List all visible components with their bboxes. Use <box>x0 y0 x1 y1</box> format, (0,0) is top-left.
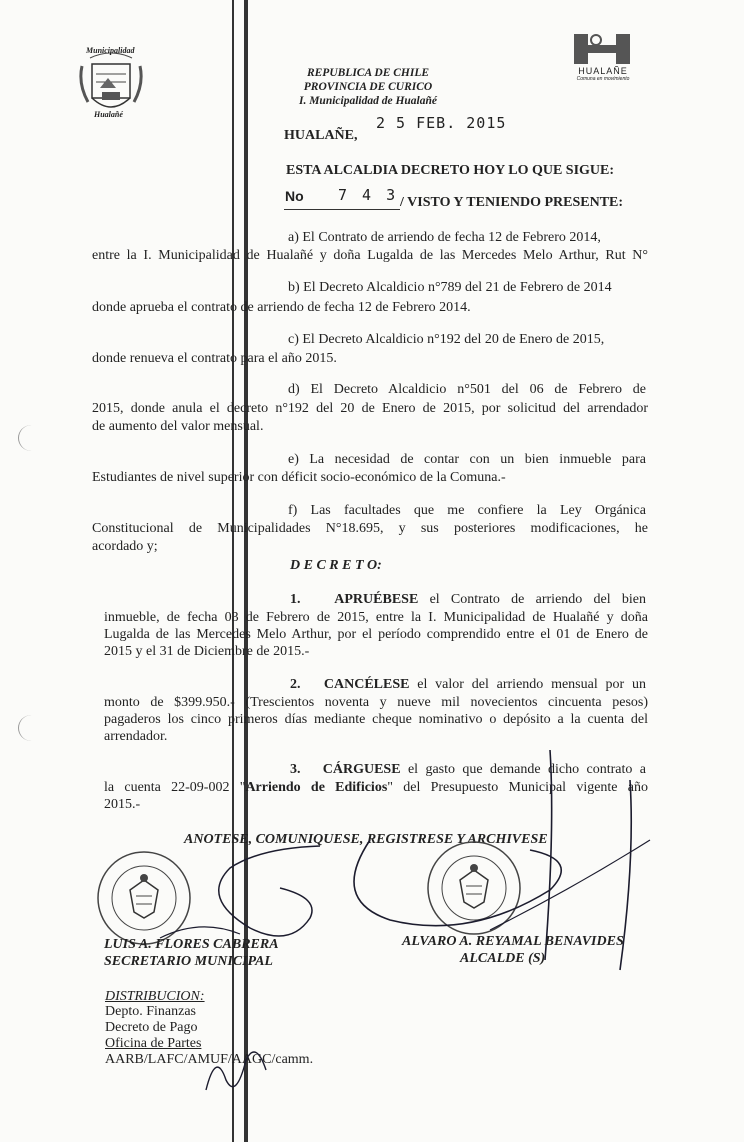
decreto-title: D E C R E T O: <box>290 558 382 573</box>
distribution-title: DISTRIBUCION: <box>105 989 205 1004</box>
article-2-line4: arrendador. <box>104 729 168 744</box>
article-3-budget: " del Presupuesto Municipal vigente año <box>387 780 648 795</box>
article-3-text: el gasto que demande dicho contrato a <box>407 762 647 777</box>
article-2-line1 <box>290 677 646 693</box>
distribution-item-3: Oficina de Partes <box>105 1036 202 1051</box>
header-municipality: I. Municipalidad de Hualañé <box>298 95 438 107</box>
article-2-number: 2. <box>290 677 301 692</box>
consideration-f-line1: f) Las facultades que me confiere la Ley Orgánica <box>288 503 646 518</box>
article-3-line3: 2015.- <box>104 797 141 812</box>
header-republic: REPUBLICA DE CHILE <box>306 67 430 79</box>
decree-number: 7 4 3 <box>338 186 399 204</box>
article-1-line1 <box>290 592 646 608</box>
article-2-verb: CANCÉLESE <box>323 677 410 692</box>
article-1-line4: 2015 y el 31 de Diciembre de 2015.- <box>104 644 310 659</box>
consideration-f-line2: Constitucional de Municipalidades N°18.695, y sus posteriores modificaciones, he <box>92 521 648 536</box>
distribution-item-2: Decreto de Pago <box>105 1020 198 1035</box>
distribution-initials: AARB/LAFC/AMUF/AAGC/camm. <box>105 1052 314 1067</box>
binding-bar-left <box>232 0 234 1142</box>
article-2-line3: pagaderos los cinco primeros días mediante cheque nominativo o depósito a la cuenta del <box>104 712 648 727</box>
article-3-account-name: Arriendo de Edificios <box>245 780 388 795</box>
logo-name: HUALAÑE <box>578 66 628 76</box>
handwritten-mark <box>196 1040 276 1100</box>
article-2-line2: monto de $399.950.- (Trescientos noventa y nueve mil novecientos cincuenta pesos) <box>104 695 648 710</box>
distribution-item-1: Depto. Finanzas <box>105 1004 196 1019</box>
closing-formula: ANOTESE, COMUNIQUESE, REGISTRESE Y ARCHIVESE <box>184 832 548 847</box>
consideration-b-line2: donde aprueba el contrato de arriendo de fecha 12 de Febrero 2014. <box>92 300 471 315</box>
punch-hole-top <box>18 425 45 451</box>
consideration-f-line3: acordado y; <box>92 539 158 554</box>
consideration-a-line2: entre la I. Municipalidad de Hualañé y doña Lugalda de las Mercedes Melo Arthur, Rut N° <box>92 248 648 263</box>
mayor-name: ALVARO A. REYAMAL BENAVIDES <box>402 934 624 949</box>
article-3-verb: CÁRGUESE <box>322 762 401 777</box>
consideration-d-line3: de aumento del valor mensual. <box>92 419 264 434</box>
municipal-coat-of-arms <box>78 44 144 120</box>
article-1-text: el Contrato de arriendo del bien <box>429 592 646 607</box>
visto-heading: / VISTO Y TENIENDO PRESENTE: <box>400 195 624 210</box>
secretary-name: LUIS A. FLORES CABRERA <box>104 937 279 952</box>
decree-heading: ESTA ALCALDIA DECRETO HOY LO QUE SIGUE: <box>286 163 615 178</box>
article-1-verb: APRUÉBESE <box>334 592 419 607</box>
date-stamp: 2 5 FEB. 2015 <box>376 114 507 132</box>
consideration-e-line2: Estudiantes de nivel superior con déficit socio-económico de la Comuna.- <box>92 470 506 485</box>
article-2-text: el valor del arriendo mensual por un <box>417 677 646 692</box>
article-1-line3: Lugalda de las Mercedes Melo Arthur, por el período comprendido entre el 01 de Enero de <box>104 627 648 642</box>
binding-bar-right <box>244 0 248 1142</box>
secretary-title: SECRETARIO MUNICIPAL <box>104 954 273 969</box>
decree-number-label: No <box>285 188 304 204</box>
consideration-e-line1: e) La necesidad de contar con un bien inmueble para <box>288 452 646 467</box>
consideration-c-line2: donde renueva el contrato para el año 2015. <box>92 351 337 366</box>
consideration-c-line1: c) El Decreto Alcaldicio n°192 del 20 de Enero de 2015, <box>288 332 605 347</box>
punch-hole-bottom <box>18 715 45 741</box>
consideration-b-line1: b) El Decreto Alcaldicio n°789 del 21 de Febrero de 2014 <box>288 280 612 295</box>
decree-number-underline <box>284 209 400 210</box>
article-3-number: 3. <box>290 762 301 777</box>
logo-tagline: Comuna en movimiento <box>576 76 630 82</box>
consideration-d-line1: d) El Decreto Alcaldicio n°501 del 06 de Febrero de <box>288 382 646 397</box>
coat-text-bottom: Hualañé <box>94 110 123 119</box>
place-label: HUALAÑE, <box>284 128 358 143</box>
consideration-d-line2: 2015, donde anula el decreto n°192 del 20 de Enero de 2015, por solicitud del arrendador <box>92 401 648 416</box>
article-1-number: 1. <box>290 592 301 607</box>
mayor-title: ALCALDE (S) <box>460 951 546 966</box>
article-3-account: la cuenta 22-09-002 " <box>104 780 246 795</box>
header-province: PROVINCIA DE CURICO <box>303 81 433 93</box>
consideration-a-line1: a) El Contrato de arriendo de fecha 12 de Febrero 2014, <box>288 230 601 245</box>
coat-text-top: Municipalidad <box>86 46 135 55</box>
article-1-line2: inmueble, de fecha 03 de Febrero de 2015, entre la I. Municipalidad de Hualañé y doña <box>104 610 648 625</box>
hualane-logo <box>572 32 632 66</box>
